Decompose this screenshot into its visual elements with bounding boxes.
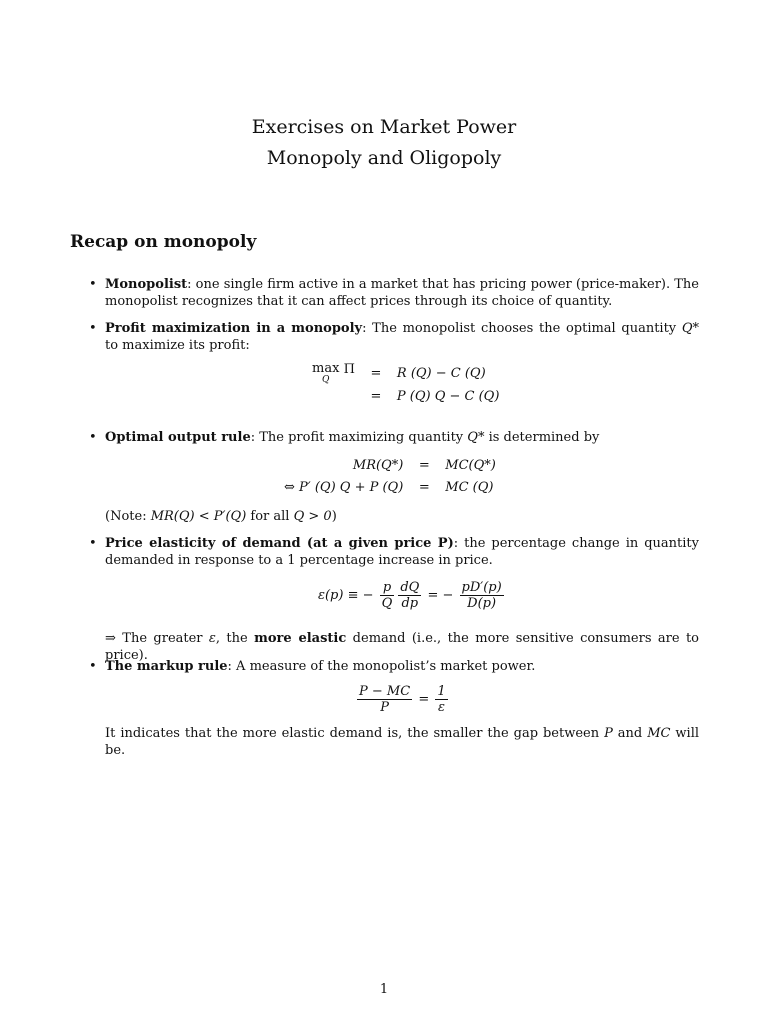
note-condition: Q > 0	[293, 509, 332, 524]
definition-markup-rule: : A measure of the monopolist’s market power.	[227, 659, 536, 674]
fraction-numerator: 1	[437, 684, 446, 699]
note-middle: for all	[246, 509, 294, 524]
conclusion-end: will be.	[105, 726, 700, 758]
list-item-profit-maximization	[89, 320, 700, 354]
implication-middle: , the	[215, 631, 255, 646]
definition-monopolist: : one single firm active in a market that has pricing power (price-maker). The monopolist recognizes that it can affect prices through its choice of quantity.	[105, 277, 699, 309]
fraction-denominator: Q	[381, 596, 393, 611]
conclusion-text: It indicates that the more elastic demand is, the smaller the gap between	[105, 726, 605, 741]
page-number: 1	[379, 982, 389, 997]
equals-sign: =	[370, 388, 382, 404]
fraction-numerator: pD′(p)	[461, 580, 502, 595]
note-close: )	[331, 509, 337, 524]
fraction-markup	[357, 684, 412, 715]
list-item-optimal-output-rule	[89, 429, 699, 446]
equals-sign: =	[370, 366, 382, 381]
implication-prefix: ⇒ The greater	[105, 631, 209, 646]
definition-profit-maximization: : The monopolist chooses the optimal quantity	[362, 321, 682, 336]
definition-profit-maximization-end: to maximize its profit:	[105, 338, 250, 353]
markup-equation	[355, 684, 450, 715]
fraction-denominator: P	[380, 700, 389, 715]
title-line-1: Exercises on Market Power	[251, 116, 517, 138]
term-markup-rule: The markup rule	[105, 659, 228, 674]
marginal-cost-symbol: MC	[647, 726, 671, 741]
price-symbol: P	[604, 726, 613, 741]
profit-equation-row1-rhs: R (Q) − C (Q)	[396, 366, 486, 381]
bullet-icon: •	[89, 277, 97, 292]
markup-conclusion	[105, 725, 699, 759]
q-star-symbol: Q*	[467, 430, 485, 445]
elasticity-equals: = −	[427, 588, 454, 603]
profit-equation	[306, 362, 505, 407]
max-subscript: Q	[322, 375, 330, 385]
fraction-denominator: ε	[438, 700, 445, 715]
implication-suffix: demand (i.e., the more sensitive consumers are to price).	[105, 631, 700, 663]
fraction-numerator: p	[380, 580, 395, 596]
elasticity-equation	[318, 580, 506, 611]
profit-symbol: Π	[343, 362, 355, 377]
profit-equation-row2-rhs: P (Q) Q − C (Q)	[396, 388, 500, 404]
definition-optimal-output-end: is determined by	[484, 430, 600, 445]
fraction-denominator: dp	[401, 596, 419, 611]
fraction-pdp-over-dp	[460, 580, 504, 611]
mc-expression: MC (Q)	[445, 479, 494, 495]
bullet-icon: •	[89, 659, 97, 674]
optimal-output-equation	[278, 454, 502, 498]
bullet-icon: •	[89, 536, 97, 551]
section-heading: Recap on monopoly	[70, 232, 257, 252]
max-label: max	[312, 361, 340, 376]
fraction-denominator: D(p)	[467, 596, 497, 611]
title-line-2: Monopoly and Oligopoly	[266, 147, 502, 169]
fraction-p-over-q	[380, 580, 395, 611]
conclusion-and: and	[612, 726, 648, 741]
term-price-elasticity: Price elasticity of demand (at a given price P)	[105, 536, 454, 551]
definition-optimal-output: : The profit maximizing quantity	[250, 430, 468, 445]
elasticity-lhs: ε(p) ≡ −	[318, 588, 374, 603]
epsilon-symbol: ε	[208, 631, 216, 646]
definition-price-elasticity: : the percentage change in quantity demanded in response to a 1 percentage increase in price.	[105, 536, 699, 568]
mr-expression: MR(Q*)	[352, 457, 404, 473]
fraction-one-over-epsilon	[435, 684, 447, 715]
bullet-icon: •	[89, 430, 97, 445]
note-mr-less-than-price	[105, 508, 699, 525]
list-item-price-elasticity	[89, 535, 699, 569]
more-elastic-emphasis: more elastic	[254, 631, 347, 646]
term-profit-maximization: Profit maximization in a monopoly	[105, 321, 363, 336]
equals-sign: =	[418, 692, 430, 707]
equals-sign: =	[418, 457, 430, 473]
mr-expanded-expression: ⇔ P′ (Q) Q + P (Q)	[284, 479, 404, 495]
document-title	[0, 112, 768, 174]
max-operator	[312, 362, 339, 385]
bullet-icon: •	[89, 321, 97, 336]
mc-expression: MC(Q*)	[445, 457, 496, 473]
term-monopolist: Monopolist	[105, 277, 188, 292]
fraction-numerator: P − MC	[359, 684, 411, 699]
term-optimal-output-rule: Optimal output rule	[105, 430, 251, 445]
list-item-markup-rule	[89, 658, 699, 675]
note-inequality: MR(Q) < P′(Q)	[150, 509, 247, 524]
list-item-monopolist	[89, 276, 699, 310]
fraction-dq-over-dp	[398, 580, 421, 611]
fraction-numerator: dQ	[400, 580, 420, 595]
q-star-symbol: Q*	[681, 321, 700, 336]
equals-sign: =	[418, 479, 430, 495]
note-open: (Note:	[105, 509, 151, 524]
profit-equation-lhs	[306, 362, 361, 385]
